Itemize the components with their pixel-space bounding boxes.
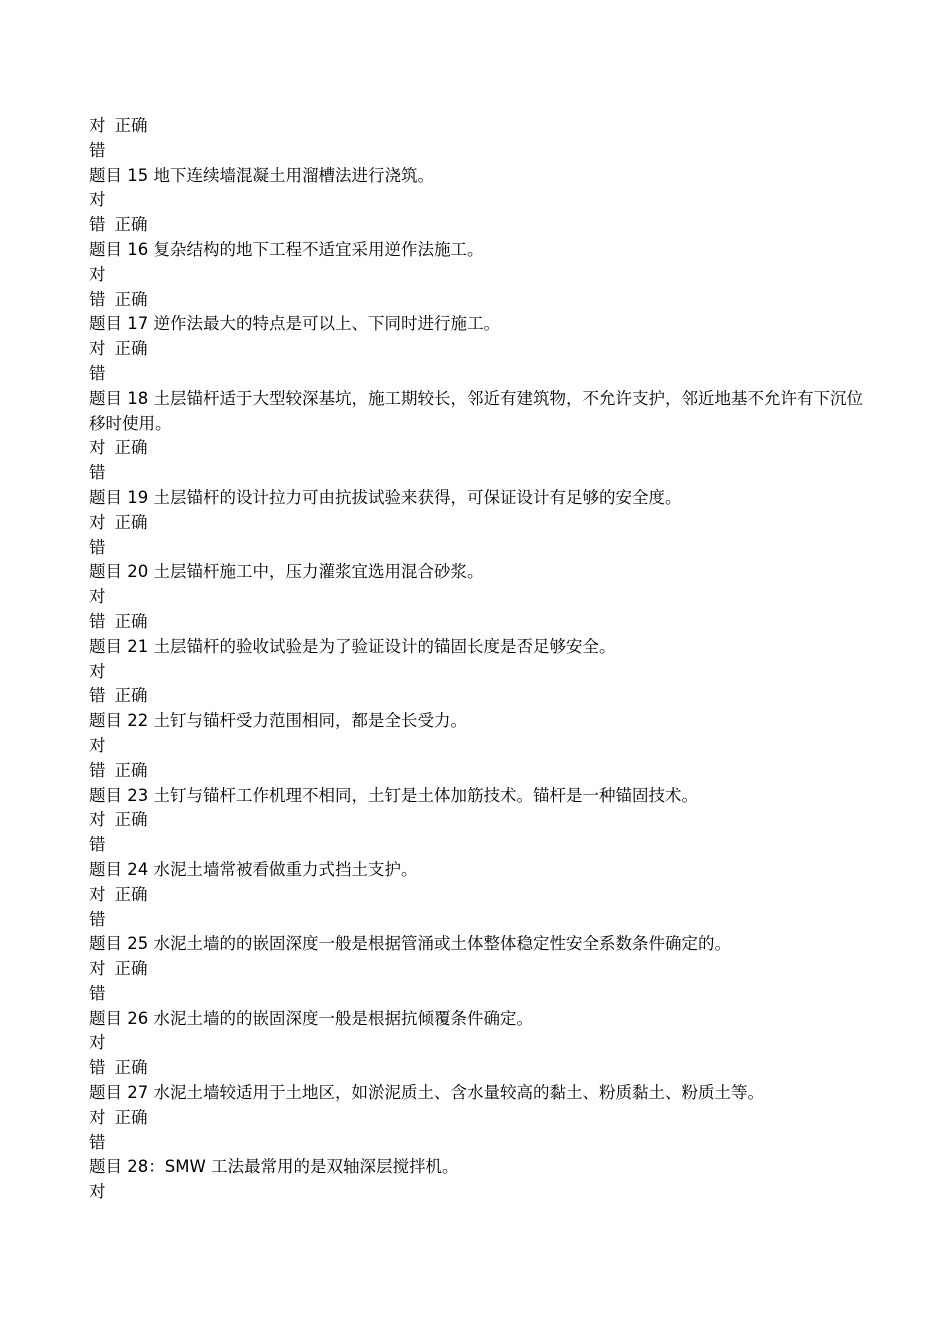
question-text: 题目 24 水泥土墙常被看做重力式挡土支护。 [89, 859, 418, 879]
question-text: 题目 22 土钉与锚杆受力范围相同，都是全长受力。 [89, 711, 467, 731]
question-text: 题目 28：SMW 工法最常用的是双轴深层搅拌机。 [89, 1157, 459, 1177]
answer-option [89, 1131, 879, 1156]
answer-option-label: 错 [89, 909, 106, 929]
correct-answer-mark: 正确 [114, 512, 148, 532]
answer-option-label: 对 [89, 264, 106, 284]
answer-option [89, 139, 879, 164]
question-text: 题目 17 逆作法最大的特点是可以上、下同时进行施工。 [89, 314, 500, 334]
question-text: 题目 16 复杂结构的地下工程不适宜采用逆作法施工。 [89, 239, 484, 259]
answer-option [89, 337, 879, 362]
answer-option-label: 对 [89, 190, 106, 210]
correct-answer-mark: 正确 [114, 215, 148, 235]
correct-answer-mark: 正确 [114, 810, 148, 830]
answer-option-label: 错 [89, 1058, 106, 1078]
answer-option [89, 288, 879, 313]
answer-option [89, 585, 879, 610]
answer-option-label: 错 [89, 1132, 106, 1152]
answer-option-label: 对 [89, 116, 106, 135]
answer-option [89, 833, 879, 858]
question-text: 题目 20 土层锚杆施工中，压力灌浆宜选用混合砂浆。 [89, 562, 484, 582]
answer-option-label: 错 [89, 983, 106, 1003]
answer-option [89, 213, 879, 238]
correct-answer-mark: 正确 [114, 959, 148, 979]
answer-option-label: 错 [89, 463, 106, 483]
correct-answer-mark: 正确 [114, 116, 148, 135]
answer-option [89, 908, 879, 933]
answer-option [89, 957, 879, 982]
question-text: 题目 25 水泥土墙的的嵌固深度一般是根据管涌或土体整体稳定性安全系数条件确定的。 [89, 934, 731, 954]
question-text: 题目 15 地下连续墙混凝土用溜槽法进行浇筑。 [89, 165, 434, 185]
answer-option-label: 对 [89, 1107, 106, 1127]
answer-option [89, 1056, 879, 1081]
correct-answer-mark: 正确 [114, 339, 148, 359]
answer-option [89, 114, 879, 139]
correct-answer-mark: 正确 [114, 686, 148, 706]
question-text: 题目 26 水泥土墙的的嵌固深度一般是根据抗倾覆条件确定。 [89, 1008, 533, 1028]
correct-answer-mark: 正确 [114, 611, 148, 631]
answer-option-label: 对 [89, 339, 106, 359]
answer-option-label: 对 [89, 512, 106, 532]
answer-option [89, 734, 879, 759]
answer-option [89, 263, 879, 288]
answer-option [89, 511, 879, 536]
answer-option-label: 对 [89, 884, 106, 904]
answer-option [89, 808, 879, 833]
question-text: 题目 27 水泥土墙较适用于土地区，如淤泥质土、含水量较高的黏土、粉质黏土、粉质土等。 [89, 1083, 764, 1103]
answer-option [89, 883, 879, 908]
answer-option [89, 1031, 879, 1056]
answer-option-label: 错 [89, 289, 106, 309]
question-text: 题目 23 土钉与锚杆工作机理不相同，土钉是土体加筋技术。锚杆是一种锚固技术。 [89, 785, 698, 805]
answer-option-label: 错 [89, 363, 106, 383]
correct-answer-mark: 正确 [114, 438, 148, 458]
answer-option-label: 错 [89, 215, 106, 235]
correct-answer-mark: 正确 [114, 289, 148, 309]
answer-option-label: 对 [89, 661, 106, 681]
answer-option-label: 错 [89, 140, 106, 160]
answer-option [89, 610, 879, 635]
answer-option-label: 错 [89, 835, 106, 855]
correct-answer-mark: 正确 [114, 760, 148, 780]
answer-option [89, 660, 879, 685]
answer-option [89, 1106, 879, 1131]
answer-option-label: 错 [89, 686, 106, 706]
correct-answer-mark: 正确 [114, 1058, 148, 1078]
question-text: 题目 19 土层锚杆的设计拉力可由抗拔试验来获得，可保证设计有足够的安全度。 [89, 487, 682, 507]
answer-option-label: 对 [89, 587, 106, 607]
question-text: 题目 18 土层锚杆适于大型较深基坑，施工期较长，邻近有建筑物，不允许支护，邻近地基不允许有下沉位移时使用。 [89, 388, 863, 433]
answer-option [89, 684, 879, 709]
document-page [89, 114, 879, 1205]
answer-option-label: 对 [89, 810, 106, 830]
answer-option [89, 759, 879, 784]
answer-option [89, 536, 879, 561]
answer-option [89, 436, 879, 461]
answer-option-label: 错 [89, 537, 106, 557]
answer-option-label: 对 [89, 438, 106, 458]
question-text: 题目 21 土层锚杆的验收试验是为了验证设计的锚固长度是否足够安全。 [89, 636, 616, 656]
answer-option [89, 188, 879, 213]
answer-option [89, 362, 879, 387]
answer-option-label: 对 [89, 1033, 106, 1053]
answer-option-label: 错 [89, 611, 106, 631]
answer-option [89, 982, 879, 1007]
answer-option-label: 对 [89, 959, 106, 979]
correct-answer-mark: 正确 [114, 1107, 148, 1127]
answer-option-label: 对 [89, 1182, 106, 1202]
answer-option-label: 对 [89, 735, 106, 755]
answer-option-label: 错 [89, 760, 106, 780]
answer-option [89, 461, 879, 486]
correct-answer-mark: 正确 [114, 884, 148, 904]
answer-option [89, 1180, 879, 1205]
